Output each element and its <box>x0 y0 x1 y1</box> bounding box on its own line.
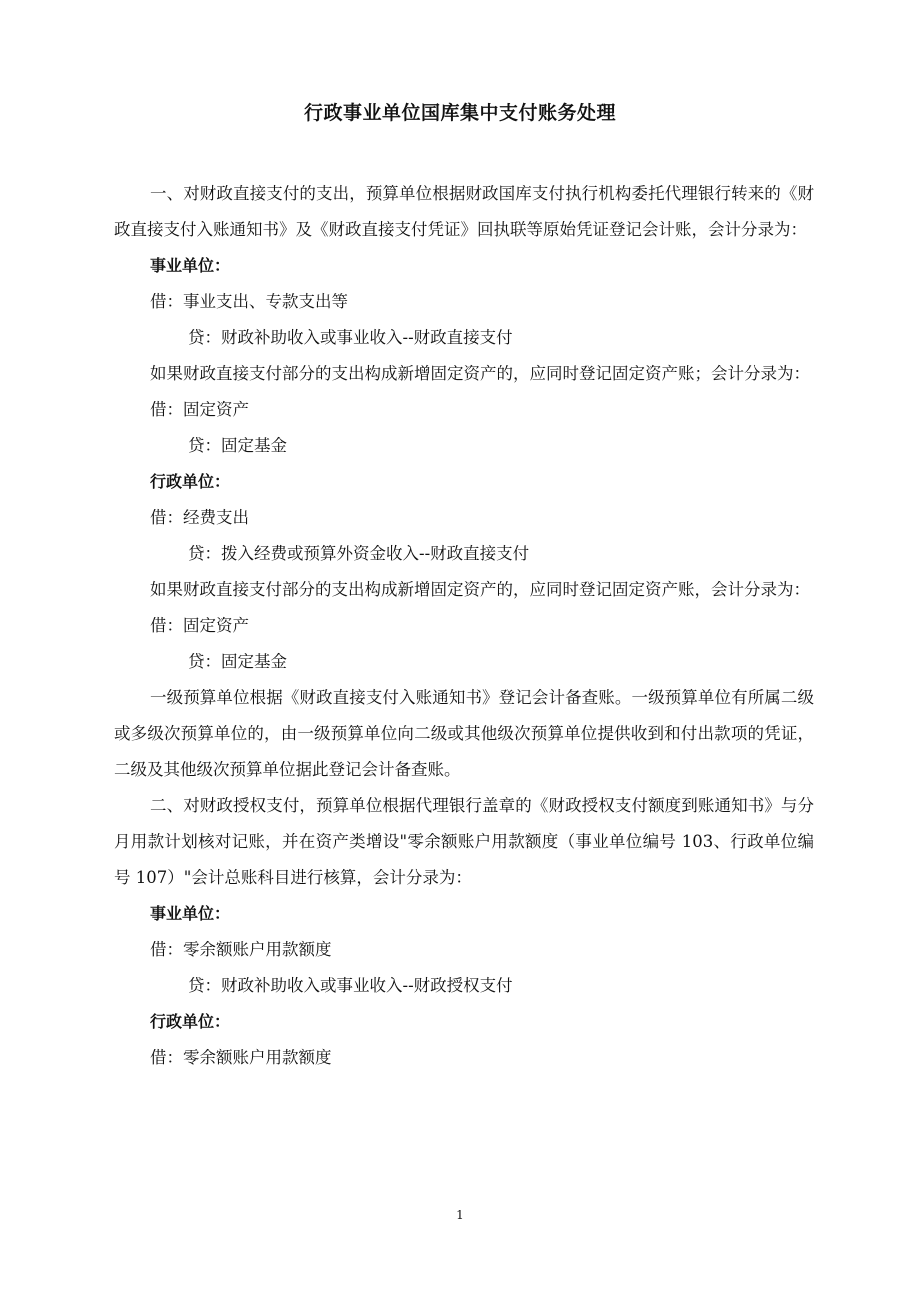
debit-entry: 借：零余额账户用款额度 <box>150 1048 332 1067</box>
paragraph-memo-account: 一级预算单位根据《财政直接支付入账通知书》登记会计备查账。一级预算单位有所属二级或多级次预算单位的，由一级预算单位向二级或其他级次预算单位提供收到和付出款项的凭证，二级及其他级次预算单位据此登记会计备查账。 <box>114 688 814 779</box>
credit-entry: 贷：固定基金 <box>188 652 287 671</box>
credit-entry: 贷：财政补助收入或事业收入--财政直接支付 <box>188 328 513 347</box>
debit-entry: 借：固定资产 <box>150 400 249 419</box>
debit-entry: 借：经费支出 <box>150 508 249 527</box>
debit-entry: 借：零余额账户用款额度 <box>150 940 332 959</box>
document-title: 行政事业单位国库集中支付账务处理 <box>303 102 616 124</box>
credit-entry: 贷：财政补助收入或事业收入--财政授权支付 <box>188 976 513 995</box>
heading-public-institution: 事业单位： <box>150 256 231 275</box>
page-number: 1 <box>456 1208 464 1222</box>
heading-administrative-unit: 行政单位： <box>150 1012 231 1031</box>
document-body <box>114 176 814 1076</box>
heading-administrative-unit: 行政单位： <box>150 472 231 491</box>
debit-entry: 借：事业支出、专款支出等 <box>150 292 348 311</box>
paragraph-fixed-assets: 如果财政直接支付部分的支出构成新增固定资产的，应同时登记固定资产账，会计分录为： <box>150 580 810 599</box>
credit-entry: 贷：固定基金 <box>188 436 287 455</box>
paragraph-fixed-assets: 如果财政直接支付部分的支出构成新增固定资产的，应同时登记固定资产账；会计分录为： <box>150 364 810 383</box>
paragraph-authorized-payment: 二、对财政授权支付，预算单位根据代理银行盖章的《财政授权支付额度到账通知书》与分月用款计划核对记账，并在资产类增设"零余额账户用款额度（事业单位编号 103、行政单位编号 107）"会计总账科目进行核算，会计分录为： <box>114 796 814 887</box>
credit-entry: 贷：拨入经费或预算外资金收入--财政直接支付 <box>188 544 530 563</box>
heading-public-institution: 事业单位： <box>150 904 231 923</box>
paragraph-direct-payment: 一、对财政直接支付的支出，预算单位根据财政国库支付执行机构委托代理银行转来的《财政直接支付入账通知书》及《财政直接支付凭证》回执联等原始凭证登记会计账，会计分录为： <box>114 184 814 239</box>
debit-entry: 借：固定资产 <box>150 616 249 635</box>
